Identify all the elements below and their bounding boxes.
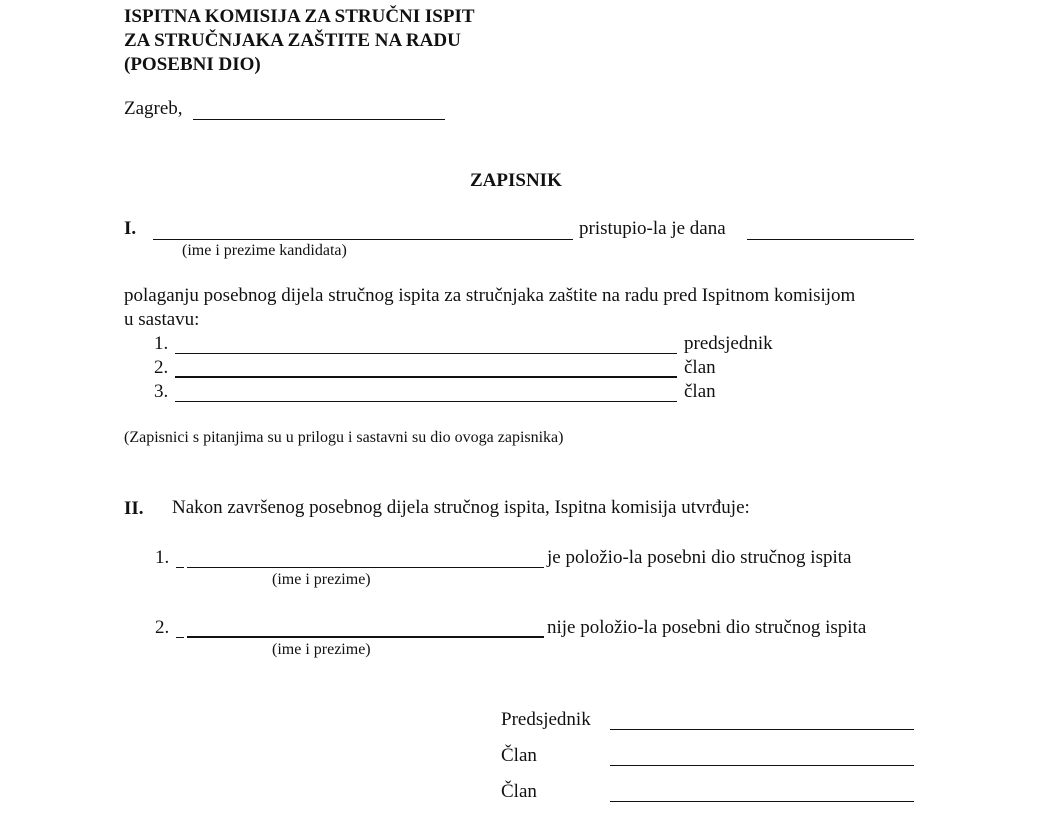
signature-president-label: Predsjednik [501,709,591,730]
section-1-paragraph-line-1: polaganju posebnog dijela stručnog ispita za stručnjaka zaštite na radu pred Ispitnom komisijom [124,285,856,306]
candidate-caption: (ime i prezime kandidata) [182,242,347,259]
signature-member-2-label: Član [501,781,537,802]
section-1-numeral: I. [124,218,137,239]
result-2-caption: (ime i prezime) [272,641,371,658]
date-blank-line[interactable] [193,119,445,120]
member-2-role: član [684,357,716,378]
attachments-note: (Zapisnici s pitanjima su u prilogu i sastavni su dio ovoga zapisnika) [124,429,564,446]
member-2-name-line[interactable] [175,376,677,378]
result-1-caption: (ime i prezime) [272,571,371,588]
commission-title-line-1: ISPITNA KOMISIJA ZA STRUČNI ISPIT [124,6,475,27]
result-2-text: nije položio-la posebni dio stručnog ispita [547,617,867,638]
member-3-number: 3. [154,381,169,402]
result-2-name-line[interactable] [187,636,544,638]
result-1-number: 1. [155,547,170,568]
candidate-name-line[interactable] [153,239,573,240]
document-title: ZAPISNIK [470,170,562,191]
member-1-name-line[interactable] [175,353,677,354]
appeared-date-line[interactable] [747,239,914,240]
signature-member-1-label: Član [501,745,537,766]
appeared-text: pristupio-la je dana [579,218,726,239]
signature-president-line[interactable] [610,729,914,730]
section-2-intro: Nakon završenog posebnog dijela stručnog ispita, Ispitna komisija utvrđuje: [172,497,750,518]
result-1-lead-line [176,567,184,568]
result-1-name-line[interactable] [187,567,544,568]
commission-title-line-2: ZA STRUČNJAKA ZAŠTITE NA RADU [124,30,461,51]
place-label: Zagreb, [124,98,183,119]
result-2-number: 2. [155,617,170,638]
member-3-role: član [684,381,716,402]
section-2-numeral: II. [124,498,144,519]
member-1-number: 1. [154,333,169,354]
member-2-number: 2. [154,357,169,378]
section-1-paragraph-line-2: u sastavu: [124,309,200,330]
result-1-text: je položio-la posebni dio stručnog ispita [547,547,852,568]
result-2-lead-line [176,637,184,638]
signature-member-2-line[interactable] [610,801,914,802]
member-3-name-line[interactable] [175,401,677,402]
commission-title-line-3: (POSEBNI DIO) [124,54,261,75]
member-1-role: predsjednik [684,333,773,354]
signature-member-1-line[interactable] [610,765,914,766]
